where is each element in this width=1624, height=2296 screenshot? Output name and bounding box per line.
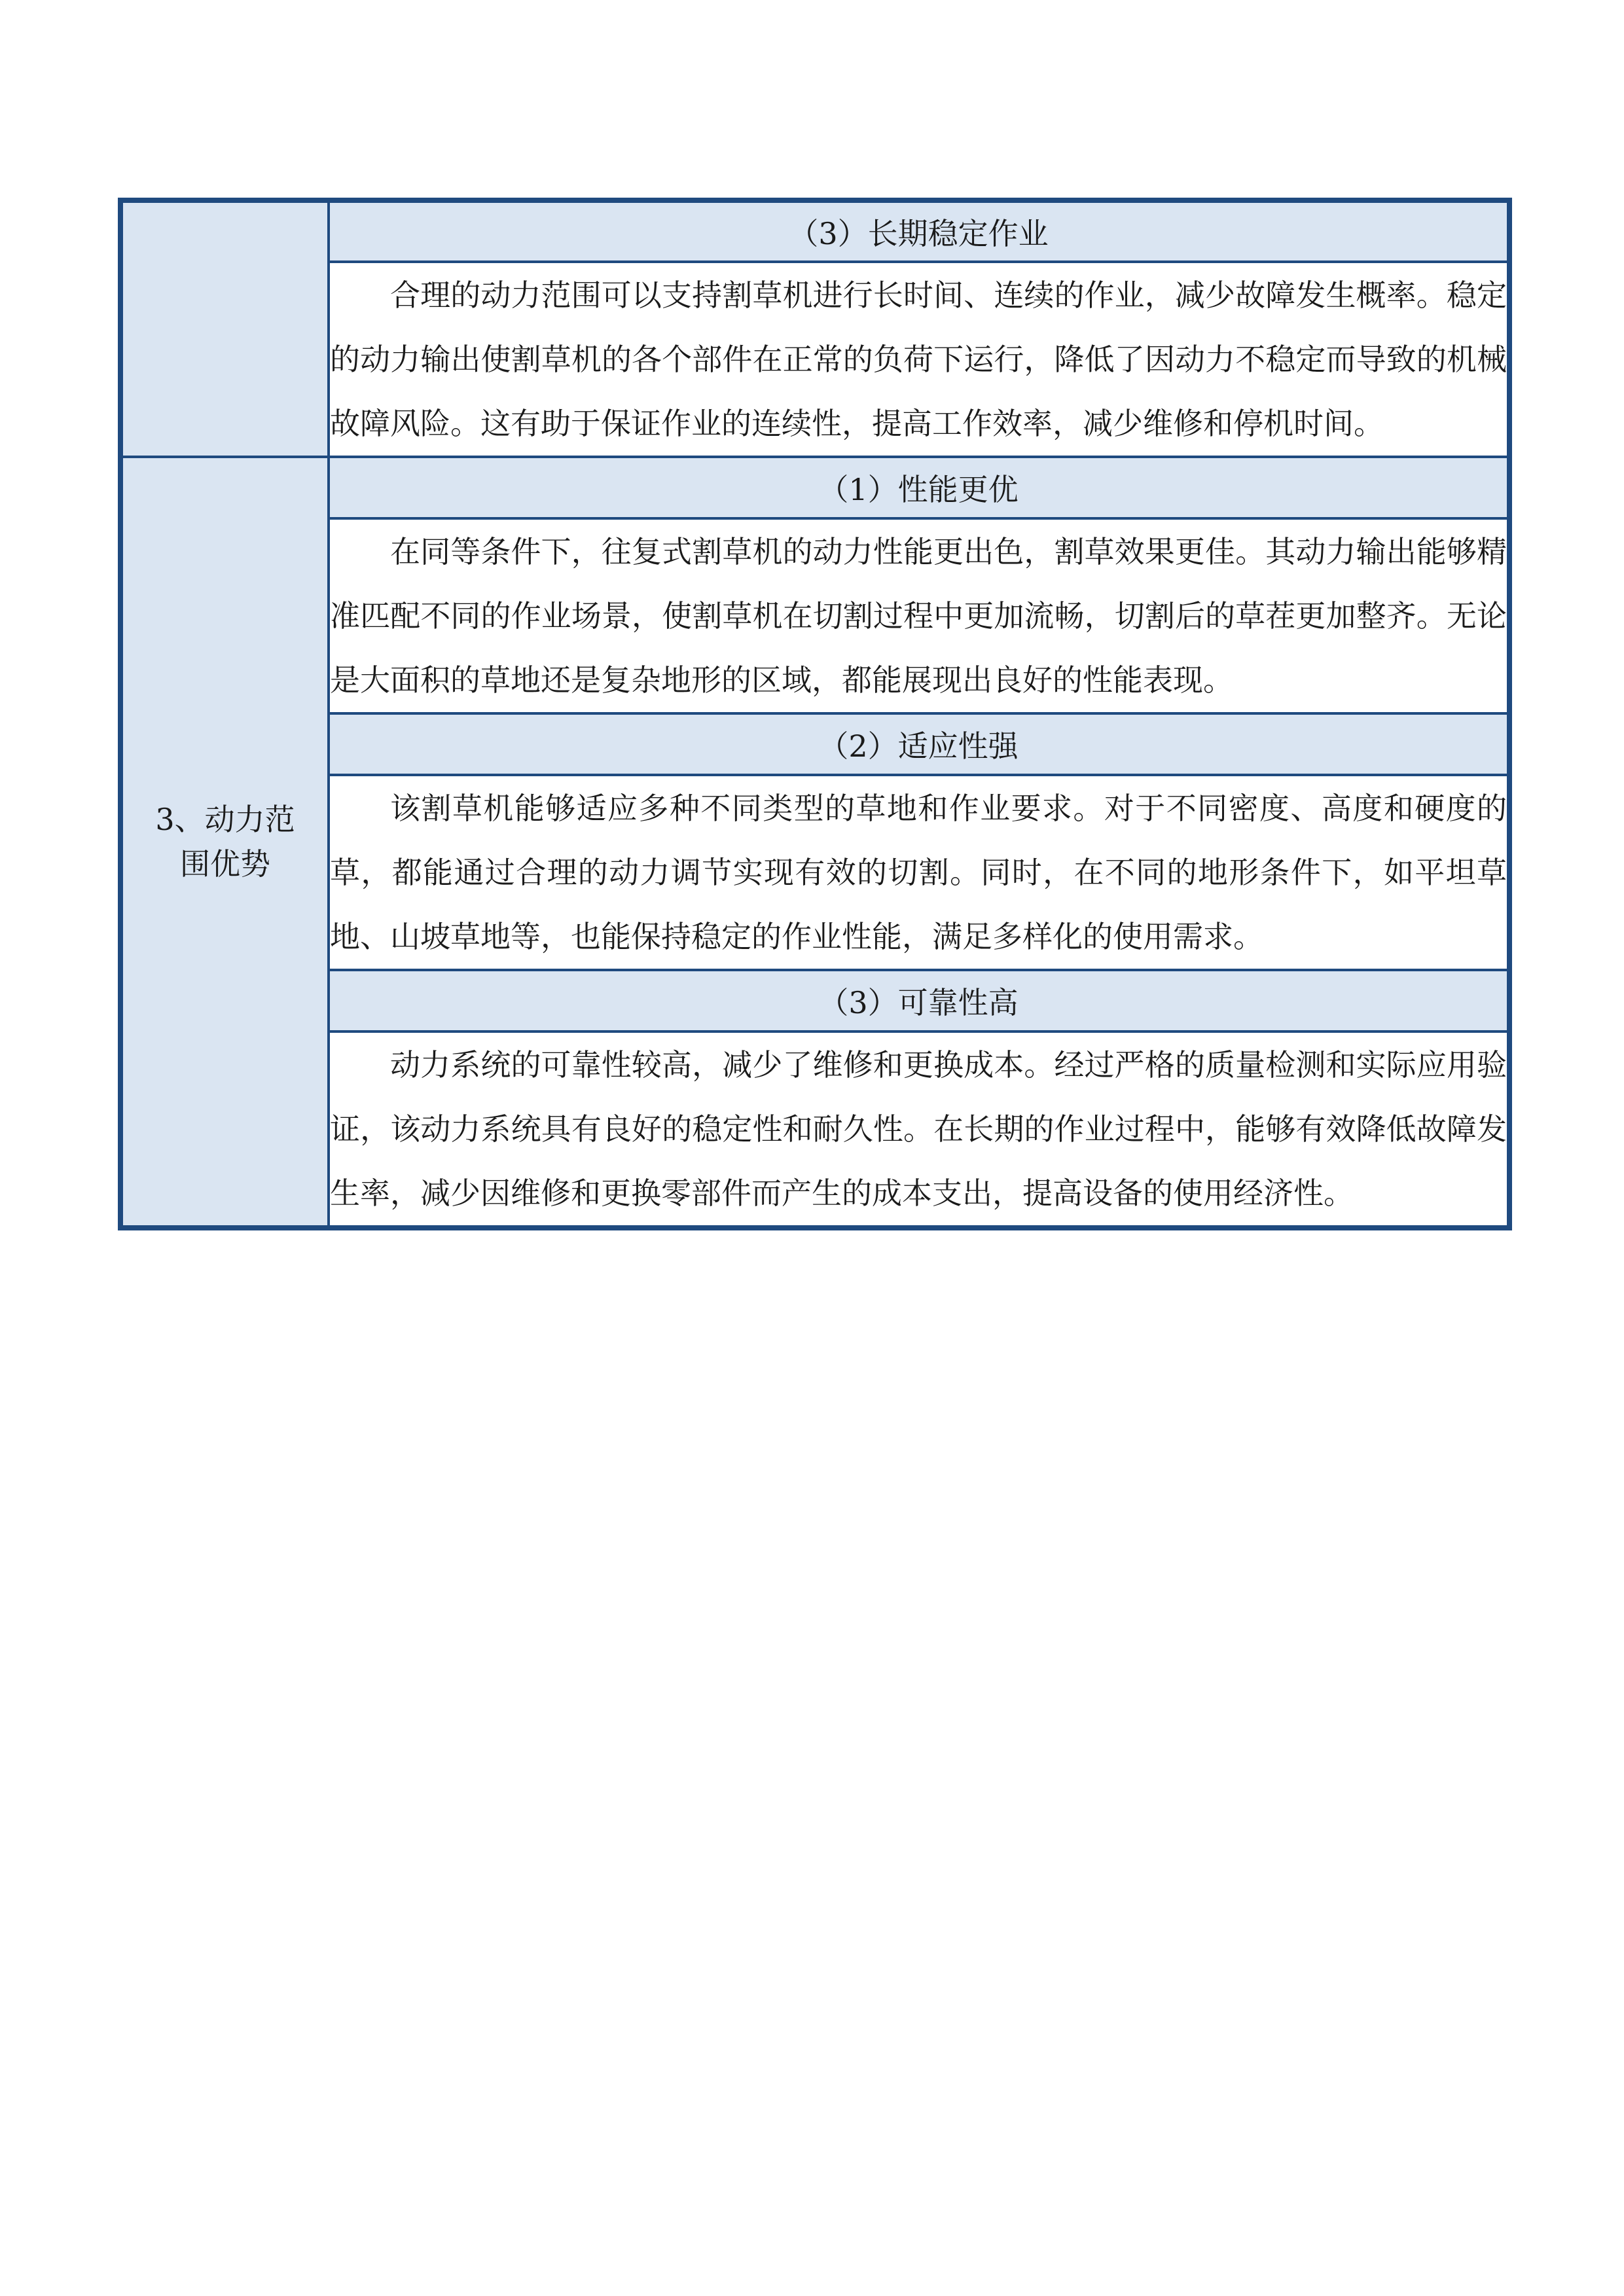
section-heading-strong-adaptability: （2）适应性强 <box>329 713 1509 775</box>
table-row <box>120 262 1509 457</box>
section-body-long-term-stable-operation: 合理的动力范围可以支持割草机进行长时间、连续的作业，减少故障发生概率。稳定的动力输出使割草机的各个部件在正常的负荷下运行，降低了因动力不稳定而导致的机械故障风险。这有助于保证作业的连续性，提高工作效率，减少维修和停机时间。 <box>329 262 1509 457</box>
category-label: 3、动力范围优势 <box>155 802 295 882</box>
table-row <box>120 200 1509 262</box>
category-cell-continued <box>120 200 329 457</box>
table-row <box>120 713 1509 775</box>
advantages-table <box>118 198 1512 1230</box>
section-heading-better-performance: （1）性能更优 <box>329 457 1509 518</box>
category-cell-power-range-advantage <box>120 457 329 1228</box>
section-body-strong-adaptability: 该割草机能够适应多种不同类型的草地和作业要求。对于不同密度、高度和硬度的草，都能通过合理的动力调节实现有效的切割。同时，在不同的地形条件下，如平坦草地、山坡草地等，也能保持稳定的作业性能，满足多样化的使用需求。 <box>329 775 1509 970</box>
section-heading-long-term-stable-operation: （3）长期稳定作业 <box>329 200 1509 262</box>
section-body-high-reliability: 动力系统的可靠性较高，减少了维修和更换成本。经过严格的质量检测和实际应用验证，该动力系统具有良好的稳定性和耐久性。在长期的作业过程中，能够有效降低故障发生率，减少因维修和更换零部件而产生的成本支出，提高设备的使用经济性。 <box>329 1031 1509 1228</box>
section-heading-high-reliability: （3）可靠性高 <box>329 970 1509 1031</box>
table-row <box>120 457 1509 518</box>
table-row <box>120 970 1509 1031</box>
table-row <box>120 775 1509 970</box>
table-row <box>120 518 1509 713</box>
table-row <box>120 1031 1509 1228</box>
section-body-better-performance: 在同等条件下，往复式割草机的动力性能更出色，割草效果更佳。其动力输出能够精准匹配不同的作业场景，使割草机在切割过程中更加流畅，切割后的草茬更加整齐。无论是大面积的草地还是复杂地形的区域，都能展现出良好的性能表现。 <box>329 518 1509 713</box>
